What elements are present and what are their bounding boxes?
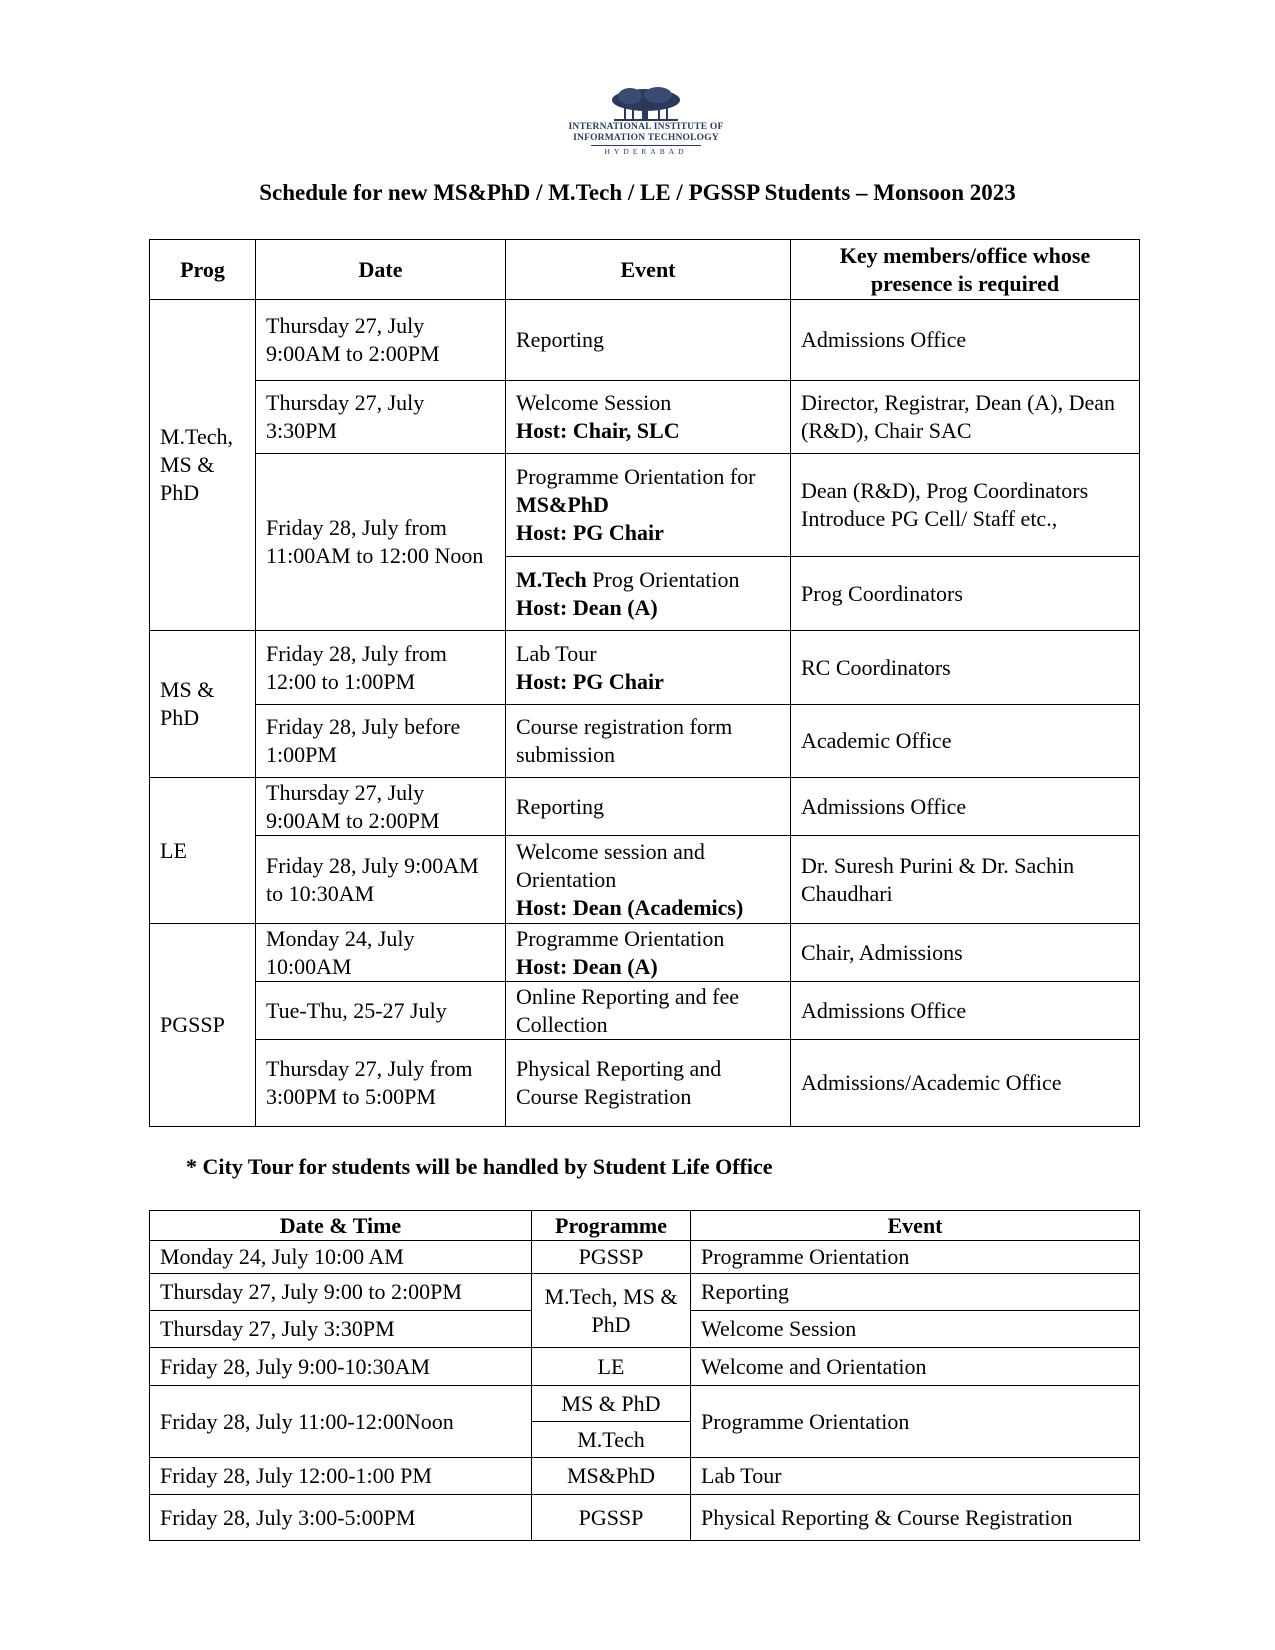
members-cell: Admissions/Academic Office — [791, 1040, 1140, 1127]
event-cell: Programme Orientation — [691, 1241, 1140, 1274]
prog-cell: LE — [150, 778, 256, 924]
institute-logo — [566, 86, 726, 158]
event-host: Host: PG Chair — [516, 520, 664, 545]
event-cell — [506, 381, 791, 454]
date-time-cell: Friday 28, July 3:00-5:00PM — [150, 1495, 532, 1541]
date-time-cell: Friday 28, July 11:00-12:00Noon — [150, 1386, 532, 1458]
date-cell: Thursday 27, July 9:00AM to 2:00PM — [256, 300, 506, 381]
table-row — [150, 1458, 1140, 1495]
col-header-event: Event — [691, 1211, 1140, 1241]
event-host: Host: Dean (A) — [516, 953, 658, 979]
members-cell: Admissions Office — [791, 982, 1140, 1040]
table-row — [150, 778, 1140, 836]
event-text: Lab Tour — [516, 640, 597, 666]
schedule-header-row — [150, 240, 1140, 300]
date-cell: Friday 28, July 9:00AM to 10:30AM — [256, 836, 506, 924]
event-cell: Physical Reporting and Course Registration — [506, 1040, 791, 1127]
programme-cell: PGSSP — [532, 1495, 691, 1541]
summary-header-row — [150, 1211, 1140, 1241]
table-row — [150, 705, 1140, 778]
members-cell: Academic Office — [791, 705, 1140, 778]
table-row — [150, 1040, 1140, 1127]
table-row — [150, 1495, 1140, 1541]
date-cell: Monday 24, July 10:00AM — [256, 924, 506, 982]
members-cell: Director, Registrar, Dean (A), Dean (R&D), Chair SAC — [791, 381, 1140, 454]
event-host: Host: Dean (Academics) — [516, 894, 744, 920]
date-time-cell: Thursday 27, July 3:30PM — [150, 1311, 532, 1348]
table-row — [150, 1348, 1140, 1386]
date-cell: Friday 28, July from 11:00AM to 12:00 Noon — [256, 454, 506, 631]
event-cell: Course registration form submission — [506, 705, 791, 778]
event-cell — [506, 454, 791, 557]
programme-cell: PGSSP — [532, 1241, 691, 1274]
table-row — [150, 381, 1140, 454]
table-row — [150, 836, 1140, 924]
page-title: Schedule for new MS&PhD / M.Tech / LE / PGSSP Students – Monsoon 2023 — [259, 180, 1016, 205]
institute-name-line2: INFORMATION TECHNOLOGY — [573, 133, 719, 143]
date-cell: Friday 28, July from 12:00 to 1:00PM — [256, 631, 506, 705]
event-cell: Programme Orientation — [691, 1386, 1140, 1458]
event-cell: Welcome Session — [691, 1311, 1140, 1348]
members-cell: Admissions Office — [791, 300, 1140, 381]
members-cell: Admissions Office — [791, 778, 1140, 836]
col-header-event: Event — [506, 240, 791, 300]
members-cell: Dr. Suresh Purini & Dr. Sachin Chaudhari — [791, 836, 1140, 924]
members-cell: Chair, Admissions — [791, 924, 1140, 982]
date-cell: Thursday 27, July from 3:00PM to 5:00PM — [256, 1040, 506, 1127]
event-text: Programme Orientation for — [516, 464, 756, 489]
table-row — [150, 1274, 1140, 1311]
table-row — [150, 631, 1140, 705]
event-program: M.Tech — [516, 566, 587, 592]
date-time-cell: Thursday 27, July 9:00 to 2:00PM — [150, 1274, 532, 1311]
event-cell — [506, 631, 791, 705]
event-host: Host: Dean (A) — [516, 594, 658, 620]
programme-cell: LE — [532, 1348, 691, 1386]
event-text: Prog Orientation — [586, 566, 740, 592]
event-host: Host: PG Chair — [516, 668, 664, 694]
members-text: Dean (R&D), Prog Coordinators — [801, 478, 1089, 503]
city-tour-note: * City Tour for students will be handled by Student Life Office — [186, 1154, 773, 1179]
event-cell — [506, 924, 791, 982]
schedule-table — [149, 239, 1140, 1127]
banyan-tree-icon — [608, 86, 684, 122]
date-time-cell: Friday 28, July 12:00-1:00 PM — [150, 1458, 532, 1495]
members-cell: RC Coordinators — [791, 631, 1140, 705]
programme-cell: MS&PhD — [532, 1458, 691, 1495]
prog-cell: M.Tech, MS & PhD — [150, 300, 256, 631]
col-header-prog: Prog — [150, 240, 256, 300]
date-cell: Thursday 27, July 3:30PM — [256, 381, 506, 454]
event-program: MS&PhD — [516, 492, 609, 517]
event-cell — [506, 836, 791, 924]
col-header-date-time: Date & Time — [150, 1211, 532, 1241]
members-text-extra: Introduce PG Cell/ Staff etc., — [801, 506, 1058, 531]
table-row — [150, 300, 1140, 381]
programme-cell: M.Tech, MS & PhD — [532, 1274, 691, 1348]
date-cell: Thursday 27, July 9:00AM to 2:00PM — [256, 778, 506, 836]
event-text: Welcome Session — [516, 390, 672, 415]
event-text: Programme Orientation — [516, 925, 725, 951]
table-row — [150, 1386, 1140, 1422]
col-header-key-members: Key members/office whose presence is required — [791, 240, 1140, 300]
table-row — [150, 454, 1140, 557]
event-cell: Reporting — [691, 1274, 1140, 1311]
event-cell — [506, 557, 791, 631]
col-header-programme: Programme — [532, 1211, 691, 1241]
prog-cell: PGSSP — [150, 924, 256, 1127]
date-time-cell: Friday 28, July 9:00-10:30AM — [150, 1348, 532, 1386]
members-cell: Prog Coordinators — [791, 557, 1140, 631]
event-cell: Lab Tour — [691, 1458, 1140, 1495]
programme-cell: M.Tech — [532, 1422, 691, 1458]
prog-cell: MS & PhD — [150, 631, 256, 778]
table-row — [150, 1241, 1140, 1274]
date-cell: Friday 28, July before 1:00PM — [256, 705, 506, 778]
event-text: Welcome session and Orientation — [516, 838, 705, 892]
institute-city: HYDERABAD — [591, 145, 701, 158]
event-cell: Reporting — [506, 778, 791, 836]
table-row — [150, 924, 1140, 982]
event-cell: Online Reporting and fee Collection — [506, 982, 791, 1040]
event-host: Host: Chair, SLC — [516, 418, 680, 443]
date-time-cell: Monday 24, July 10:00 AM — [150, 1241, 532, 1274]
date-cell: Tue-Thu, 25-27 July — [256, 982, 506, 1040]
table-row — [150, 982, 1140, 1040]
institute-name-line1: INTERNATIONAL INSTITUTE OF — [568, 122, 724, 132]
summary-table — [149, 1210, 1140, 1541]
event-cell: Welcome and Orientation — [691, 1348, 1140, 1386]
members-cell — [791, 454, 1140, 557]
event-cell: Reporting — [506, 300, 791, 381]
col-header-date: Date — [256, 240, 506, 300]
event-cell: Physical Reporting & Course Registration — [691, 1495, 1140, 1541]
programme-cell: MS & PhD — [532, 1386, 691, 1422]
